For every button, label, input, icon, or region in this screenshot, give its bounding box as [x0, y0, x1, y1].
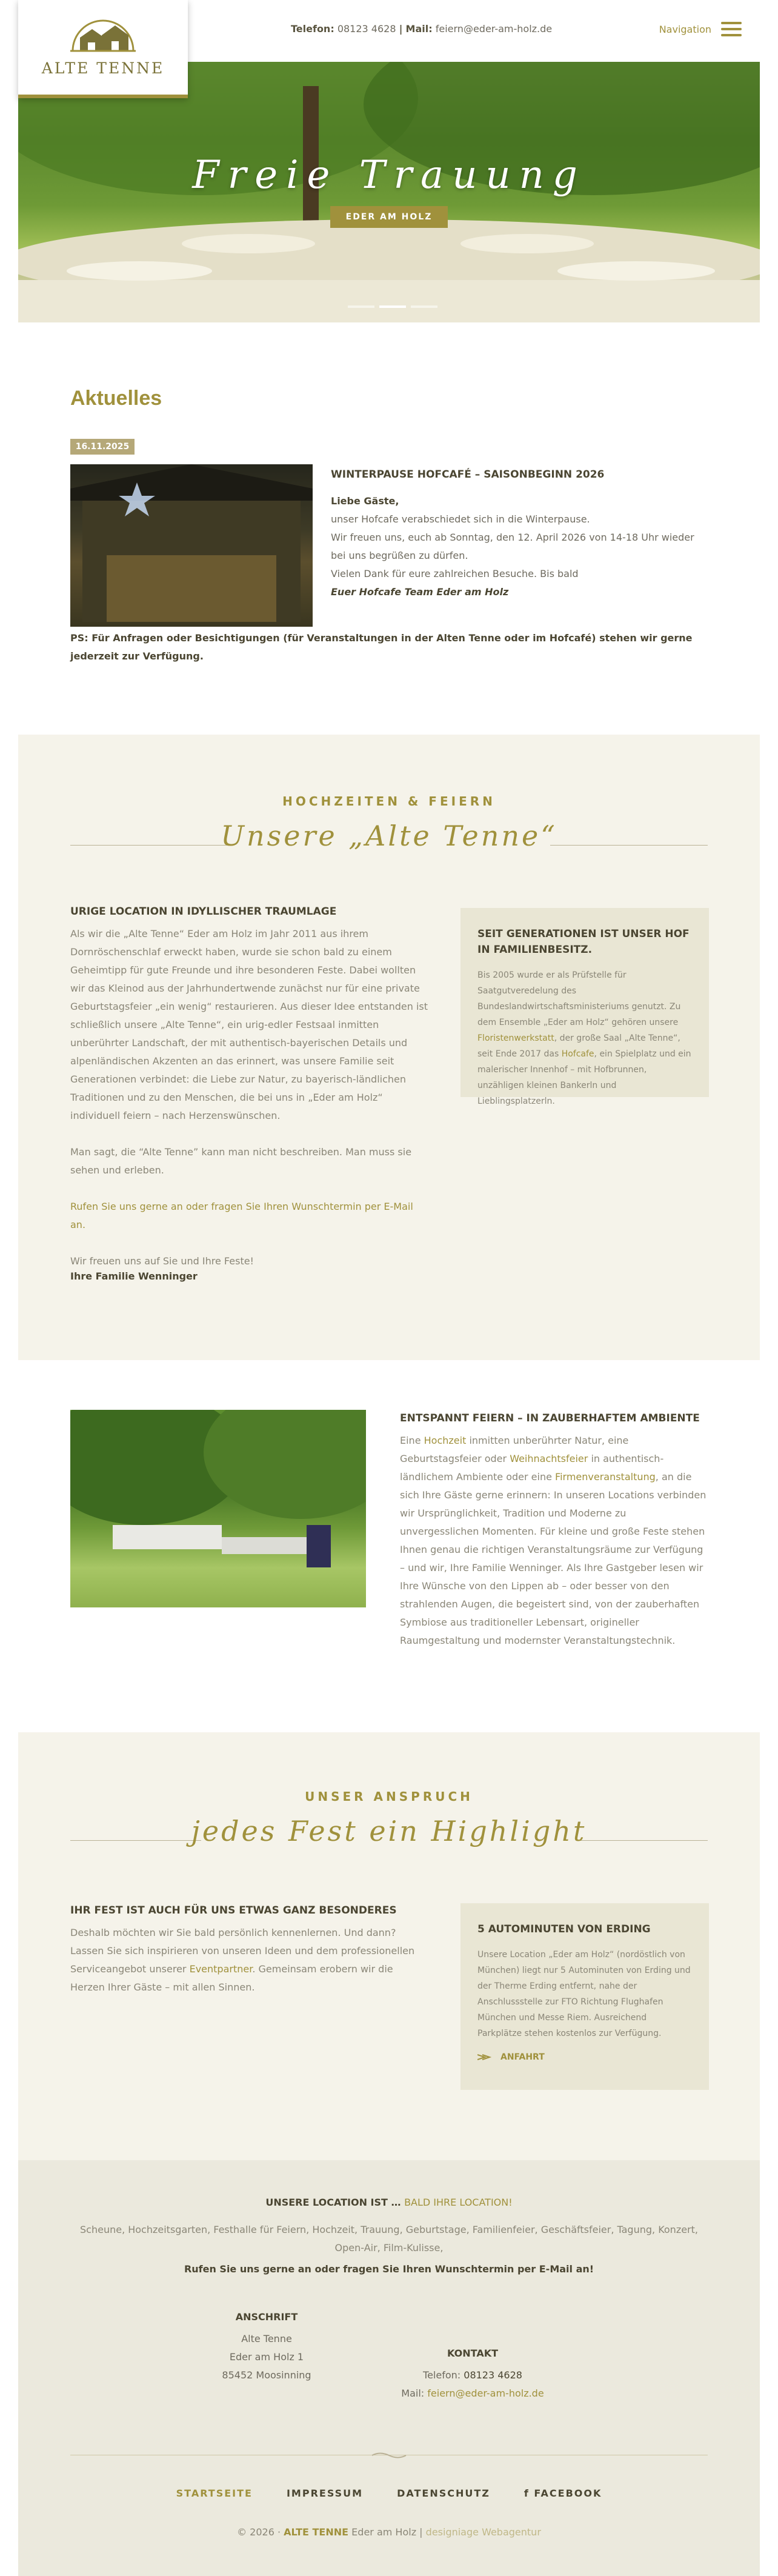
navigation-button[interactable] — [659, 18, 742, 40]
location-card — [460, 1903, 709, 2090]
location-card-title: 5 AUTOMINUTEN VON ERDING — [477, 1923, 651, 1935]
hamburger-icon — [721, 18, 742, 40]
link-floristenwerkstatt[interactable]: Floristenwerkstatt — [477, 1033, 554, 1043]
footer-headline-a: UNSERE LOCATION IST … — [265, 2197, 401, 2208]
anfahrt-link[interactable] — [477, 2052, 692, 2062]
news-signature: Euer Hofcafe Team Eder am Holz — [331, 586, 509, 598]
copyright-b: Eder am Holz | — [351, 2526, 423, 2538]
header-mail[interactable]: feiern@eder-am-holz.de — [435, 23, 553, 35]
address-block — [200, 2308, 333, 2384]
hero-title: Freie Trauung — [192, 153, 586, 198]
anspruch-paragraph — [70, 1924, 430, 1997]
contact-phone-label: Telefon: — [423, 2369, 461, 2381]
anspruch-script-title: jedes Fest ein Highlight — [191, 1815, 587, 1847]
contact-mail-label: Mail: — [401, 2387, 425, 2399]
link-firmenveranstaltung[interactable]: Firmenveranstaltung — [555, 1471, 656, 1483]
link-weihnachtsfeier[interactable]: Weihnachtsfeier — [510, 1453, 588, 1464]
about-cta[interactable]: Rufen Sie uns gerne an oder fragen Sie Ihren Wunschtermin per E-Mail an. — [70, 1201, 413, 1230]
link-eventpartner[interactable]: Eventpartner — [189, 1963, 253, 1975]
anfahrt-label: ANFAHRT — [500, 2052, 545, 2062]
news-article — [331, 465, 707, 601]
mail-label: Mail: — [405, 23, 433, 35]
copyright — [18, 2526, 760, 2538]
garden-photo-art — [70, 1410, 366, 1607]
footer-nav — [18, 2488, 760, 2499]
barn-photo — [70, 464, 313, 627]
about-closing: Wir freuen uns auf Sie und Ihre Feste! — [70, 1255, 254, 1267]
copyright-brand[interactable]: ALTE TENNE — [284, 2526, 349, 2538]
news-date: 16.11.2025 — [70, 439, 135, 455]
link-hochzeit[interactable]: Hochzeit — [424, 1435, 467, 1446]
slider-dot[interactable] — [348, 305, 374, 308]
footer-nav-startseite[interactable]: STARTSEITE — [176, 2488, 253, 2499]
anspruch-p2: . Gemeinsam erobern wir die Herzen Ihrer Gäste – mit allen Sinnen. — [70, 1963, 393, 1993]
contact-block — [382, 2344, 564, 2403]
footer-cta: Rufen Sie uns gerne an oder fragen Sie Ihren Wunschtermin per E-Mail an! — [184, 2263, 594, 2275]
footer-tags: Scheune, Hochzeitsgarten, Festhalle für Feiern, Hochzeit, Trauung, Geburtstage, Familienfeier, Geschäftsfeier, Tagung, Konzert, Open-Air, Film-Kulisse, — [80, 2224, 698, 2254]
footer-nav-facebook[interactable]: f FACEBOOK — [524, 2488, 602, 2499]
news-image — [70, 464, 313, 627]
barn-logo-icon — [67, 13, 139, 56]
news-ps — [70, 629, 713, 666]
contact-phone[interactable]: 08123 4628 — [464, 2369, 522, 2381]
address-line-1: Alte Tenne — [241, 2333, 292, 2344]
address-line-2: Eder am Holz 1 — [229, 2351, 304, 2363]
feiern-t2: inmitten unberührter Natur, eine Geburtstagsfeier oder — [400, 1435, 629, 1464]
logo-text: ALTE TENNE — [41, 59, 165, 77]
copyright-a: © 2026 · — [237, 2526, 281, 2538]
location-card-text: Unsere Location „Eder am Holz“ (nordöstlich von München) liegt nur 5 Autominuten von Erding und der Therme Erding entfernt, nahe der Anschlussstelle zur FTO Richtung Flughafen München und Messe Riem. Ausreichend Parkplätze stehen kostenlos zur Verfügung. — [477, 1950, 691, 2038]
news-greeting: Liebe Gäste, — [331, 495, 399, 507]
about-col-title: URIGE LOCATION IN IDYLLISCHER TRAUMLAGE — [70, 906, 337, 918]
hero-slider — [18, 62, 760, 322]
history-text-b: , der große Saal „Alte Tenne“, seit Ende 2017 das — [477, 1033, 680, 1059]
feiern-t3: in authentisch-ländlichem Ambiente oder eine — [400, 1453, 664, 1483]
separator: | — [399, 23, 403, 35]
news-line-2: Wir freuen uns, euch ab Sonntag, den 12. April 2026 von 14-18 Uhr wieder bei uns begrüßen zu dürfen. — [331, 532, 694, 561]
feiern-text — [400, 1412, 707, 1650]
about-p2: Man sagt, die “Alte Tenne” kann man nicht beschreiben. Man muss sie sehen und erleben. — [70, 1146, 412, 1176]
footer-nav-impressum[interactable]: IMPRESSUM — [286, 2488, 364, 2499]
anspruch-section — [18, 1732, 760, 2160]
anspruch-col-title: IHR FEST IST AUCH FÜR UNS ETWAS GANZ BESONDERES — [70, 1904, 397, 1917]
footer-headline — [18, 2197, 760, 2208]
feiern-t4: , an die sich Ihre Gäste gerne erinnern: In unseren Locations verbinden wir Ursprünglichkeit, Tradition und Moderne zu unvergesslichen Momenten. Für kleine und große Feste stehen Ihnen genau die richtigen Veranstaltungsräume zur Verfügung – und wir, Ihre Familie Wenninger. Als Ihre Gastgeber lesen wir Ihre Wünsche von den Lippen ab – oder besser von den strahlenden Augen, die begeistert sind, von der zauberhaften Symbiose aus traditioneller Lebensart, origineller Raumgestaltung und modernster Veranstaltungstechnik. — [400, 1471, 707, 1646]
feiern-title: ENTSPANNT FEIERN – IN ZAUBERHAFTEM AMBIENTE — [400, 1412, 700, 1424]
news-title[interactable]: WINTERPAUSE HOFCAFÉ – SAISONBEGINN 2026 — [331, 469, 605, 481]
link-hofcafe[interactable]: Hofcafe — [561, 1049, 594, 1059]
about-kicker: HOCHZEITEN & FEIERN — [282, 794, 496, 809]
history-card-title: SEIT GENERATIONEN IST UNSER HOF IN FAMILIENBESITZ. — [477, 928, 690, 956]
news-ps-text: PS: Für Anfragen oder Besichtigungen (für Veranstaltungen in der Alten Tenne oder im Hofcafé) stehen wir gerne jederzeit zur Verfügung. — [70, 632, 693, 662]
address-line-3: 85452 Moosinning — [222, 2369, 311, 2381]
logo[interactable] — [18, 0, 188, 98]
contact-phone-row — [382, 2366, 564, 2384]
about-family: Ihre Familie Wenninger — [70, 1270, 198, 1282]
address-title: ANSCHRIFT — [235, 2311, 298, 2323]
contact-mail[interactable]: feiern@eder-am-holz.de — [427, 2387, 544, 2399]
slider-dot-active[interactable] — [379, 305, 406, 308]
slider-dots — [348, 305, 437, 308]
contact-title: KONTAKT — [447, 2347, 499, 2359]
about-p1: Als wir die „Alte Tenne“ Eder am Holz im Jahr 2011 aus ihrem Dornröschenschlaf erweckt haben, wurde sie schon bald zu einem Geheimtipp für gute Freunde und ihre besonderen Feste. Dabei wollten wir das Kleinod aus der Jahrhundertwende zunächst nur für eine private Geburtstagsfeier „ein wenig“ restaurieren. Aus dieser Idee entstanden ist schließlich unsere „Alte Tenne“, ein urig-edler Festsaal inmitten unberührter Landschaft, der mit authentisch-bayerischen Details und alpenländischen Akzenten an das erinnert, was unsere Familie seit Generationen verbindet: die Liebe zur Natur, zu bayerisch-ländlichen Traditionen und zu den Menschen, die bei uns in „Eder am Holz“ individuell feiern – nach Herzenswünschen. — [70, 928, 428, 1121]
history-text-a: Bis 2005 wurde er als Prüfstelle für Saatgutveredelung des Bundeslandwirtschaftsministeriums genutzt. Zu dem Ensemble „Eder am Holz“ gehören unsere — [477, 970, 681, 1027]
contact-mail-row — [382, 2384, 564, 2403]
header-phone[interactable]: 08123 4628 — [337, 23, 396, 35]
about-script-title: Unsere „Alte Tenne“ — [221, 819, 557, 852]
history-text-c: , ein Spielplatz und ein malerischer Innenhof – mit Hofbrunnen, unzähligen kleinen Bankerln und Lieblingsplatzerln. — [477, 1049, 691, 1106]
ornament-icon — [371, 2451, 407, 2460]
footer-headline-b: BALD IHRE LOCATION! — [404, 2197, 513, 2208]
anspruch-text — [70, 1904, 430, 1997]
news-line-1: unser Hofcafe verabschiedet sich in die Winterpause. — [331, 513, 590, 525]
news-heading: Aktuelles — [70, 387, 162, 410]
footer-nav-datenschutz[interactable]: DATENSCHUTZ — [397, 2488, 490, 2499]
news-line-3: Vielen Dank für eure zahlreichen Besuche. Bis bald — [331, 568, 579, 579]
phone-label: Telefon: — [291, 23, 334, 35]
history-card-text — [477, 967, 692, 1109]
feiern-t1: Eine — [400, 1435, 421, 1446]
about-text — [70, 906, 430, 1289]
site-header — [18, 0, 760, 77]
slider-dot[interactable] — [411, 305, 437, 308]
header-contact — [291, 23, 552, 35]
anspruch-p1: Deshalb möchten wir Sie bald persönlich kennenlernen. Und dann? Lassen Sie sich inspirieren von unseren Ideen und dem professionellen Serviceangebot unserer — [70, 1927, 415, 1975]
copyright-link[interactable]: designiage Webagentur — [425, 2526, 541, 2538]
site-footer — [18, 2160, 760, 2576]
anspruch-kicker: UNSER ANSPRUCH — [305, 1789, 473, 1804]
feiern-paragraph — [400, 1432, 707, 1650]
about-section — [18, 735, 760, 1360]
hero-button[interactable]: EDER AM HOLZ — [330, 206, 448, 228]
history-card — [460, 908, 709, 1106]
navigation-label: Navigation — [659, 23, 711, 35]
garden-photo — [70, 1410, 366, 1607]
arrow-right-icon — [477, 2053, 494, 2061]
